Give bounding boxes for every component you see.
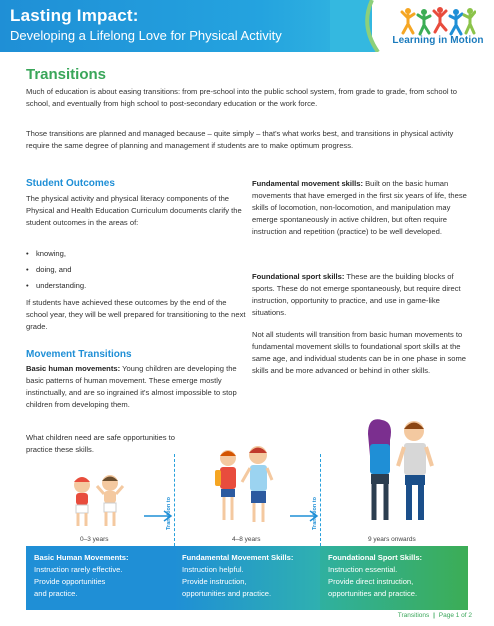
transitions-paragraph-2: Those transitions are planned and managed because – quite simply – that's what works best, and transitions in physical activity require the same degree of planning and management if students are to make optimum progress. xyxy=(26,129,454,150)
transition-arrow-label: Transition to xyxy=(312,497,318,530)
page-header xyxy=(0,0,494,52)
progression-paragraph: Not all students will transition from basic human movements to fundamental movement skills to foundational sport skills at the same age, and individual students can be in one phase in some skills and be more advanced or behind in other skills. xyxy=(252,330,467,375)
movement-transitions-paragraph-2: What children need are safe opportunities to practice these skills. xyxy=(26,433,176,454)
footer-separator: | xyxy=(433,612,435,619)
transitions-paragraph-1: Much of education is about easing transitions: from pre-school into the public school system, from grade to grade, from school to school, and eventually from high school to post-secondary education or the work force. xyxy=(26,87,457,108)
divider-line xyxy=(320,454,321,546)
band-line: and practice. xyxy=(34,589,78,598)
fundamental-skills-label: Fundamental movement skills: xyxy=(252,179,363,188)
basic-movements-text: Young children are developing the basic patterns of human movement. These emerge mostly instinctually, and are so ingrained it's almost impossible to stop children from developing them. xyxy=(26,364,237,409)
age-label: 9 years onwards xyxy=(368,536,416,543)
divider-line xyxy=(174,454,175,546)
student-outcomes-paragraph-2: If students have achieved these outcomes by the end of the school year, they will be well prepared for transitioning to the next grade. xyxy=(26,298,246,331)
fundamental-skills-paragraph xyxy=(252,178,470,238)
movement-transitions-heading: Movement Transitions xyxy=(26,349,132,360)
page-title: Lasting Impact: xyxy=(10,6,139,25)
learning-in-motion-logo xyxy=(388,4,488,50)
band-line: Instruction essential. xyxy=(328,565,398,574)
band-line: opportunities and practice. xyxy=(328,589,418,598)
teens-illustration xyxy=(358,416,438,528)
basic-movements-label: Basic human movements: xyxy=(26,364,121,373)
band-line: Provide instruction, xyxy=(182,577,247,586)
page-subtitle: Developing a Lifelong Love for Physical Activity xyxy=(10,28,282,43)
band-title: Basic Human Movements: xyxy=(34,553,129,562)
bullet-item: • knowing, xyxy=(26,248,86,260)
band-fundamental-movement-skills xyxy=(174,546,320,610)
student-outcomes-paragraph-1: The physical activity and physical literacy components of the Physical and Health Education Curriculum documents clarify the student outcomes in the areas of: xyxy=(26,194,242,227)
band-line: Provide opportunities xyxy=(34,577,106,586)
band-foundational-sport-skills xyxy=(320,546,468,610)
band-line: Provide direct instruction, xyxy=(328,577,414,586)
logo-figures-icon xyxy=(400,6,476,36)
toddlers-illustration xyxy=(64,470,134,530)
age-label: 4–8 years xyxy=(232,536,261,543)
band-line: opportunities and practice. xyxy=(182,589,272,598)
foundational-skills-paragraph xyxy=(252,271,470,319)
kids-illustration xyxy=(212,440,278,528)
band-line: Instruction helpful. xyxy=(182,565,244,574)
bullet-item: • understanding. xyxy=(26,280,86,292)
footer-page-number: Page 1 of 2 xyxy=(438,612,472,619)
band-title: Fundamental Movement Skills: xyxy=(182,553,294,562)
page-footer xyxy=(398,612,472,619)
foundational-skills-label: Foundational sport skills: xyxy=(252,272,345,281)
age-label: 0–3 years xyxy=(80,536,109,543)
transition-arrow-label: Transition to xyxy=(166,497,172,530)
band-basic-human-movements xyxy=(26,546,174,610)
student-outcomes-heading: Student Outcomes xyxy=(26,178,115,189)
age-progression-illustration xyxy=(0,440,494,550)
band-line: Instruction rarely effective. xyxy=(34,565,123,574)
foundational-skills-text: These are the building blocks of sports. These do not emerge spontaneously, but require direct instruction, opportunity to practice, and use in game-like situations. xyxy=(252,272,461,317)
footer-section: Transitions xyxy=(397,612,430,619)
transitions-heading: Transitions xyxy=(26,66,107,83)
logo-text: Learning in Motion xyxy=(392,35,484,46)
outcomes-bullet-list xyxy=(26,248,86,296)
fundamental-skills-text: Built on the basic human movements that have emerged in the first six years of life, these skills of locomotion, non-locomotion, and manipulation may emerge spontaneously in active children, but often require instruction and repetition (practice) to be well developed. xyxy=(252,179,467,236)
band-title: Foundational Sport Skills: xyxy=(328,553,423,562)
bullet-item: • doing, and xyxy=(26,264,86,276)
basic-movements-paragraph xyxy=(26,363,248,411)
